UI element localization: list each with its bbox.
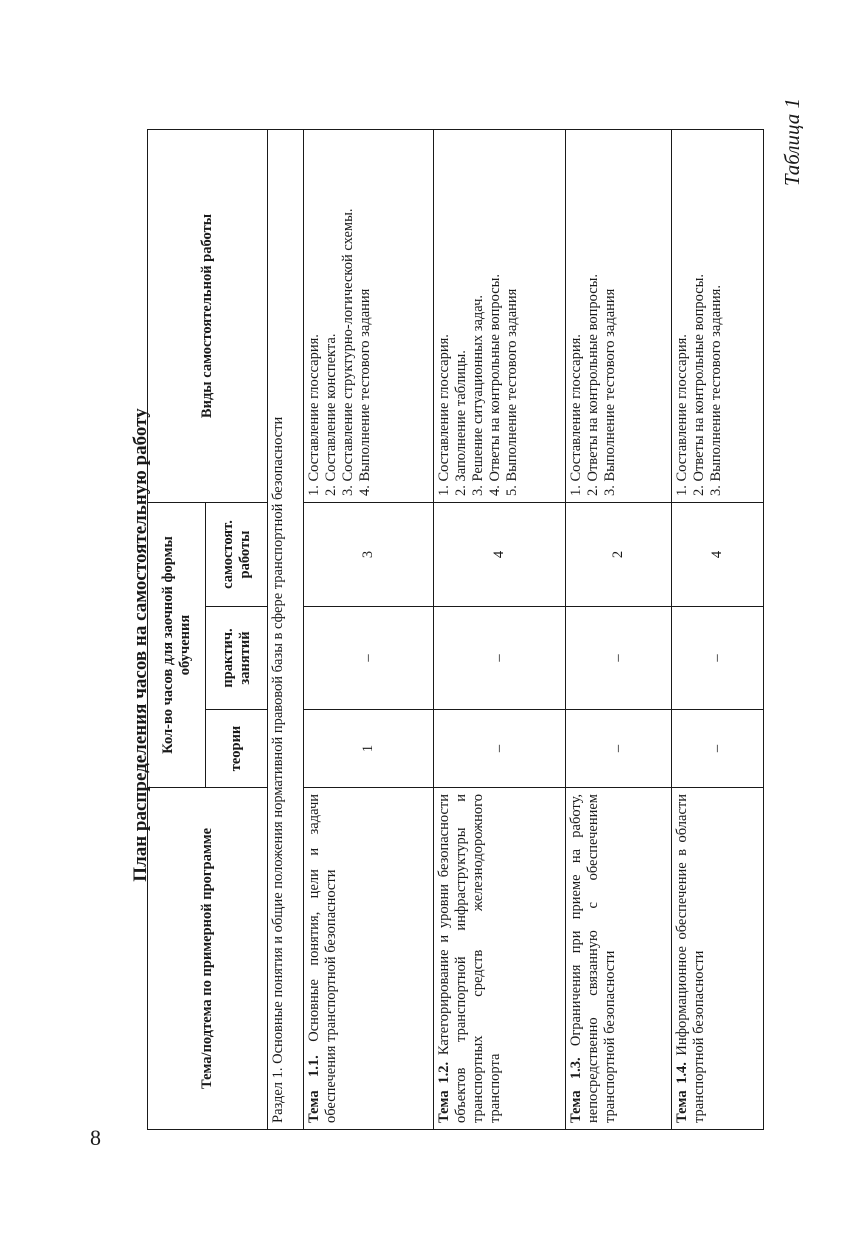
topic-text: Основные понятия, цели и задачи обеспечения транспортной безопасности	[306, 794, 339, 1123]
practice-hours: –	[434, 607, 566, 710]
theory-hours: –	[566, 710, 672, 788]
list-item: 1. Составление глоссария.	[306, 334, 322, 496]
practice-hours: –	[304, 607, 434, 710]
hours-plan-table	[147, 129, 764, 1130]
table-row	[672, 130, 764, 1130]
topic-name: Тема 1.2.	[436, 1061, 452, 1123]
list-item: 2. Составление конспекта.	[323, 333, 339, 496]
list-item: 3. Выполнение тестового задания.	[708, 285, 724, 496]
topic-cell	[672, 788, 764, 1130]
work-list	[674, 136, 725, 496]
list-item: 1. Составление глоссария.	[568, 334, 584, 496]
topic-cell	[434, 788, 566, 1130]
self-hours: 2	[566, 503, 672, 607]
self-hours: 3	[304, 503, 434, 607]
topic-text: Ограничения при приеме на работу, непосредственно связанную с обеспечением транспортной безопасности	[568, 794, 618, 1123]
section-row	[268, 130, 304, 1130]
list-item: 3. Выполнение тестового задания	[602, 288, 618, 496]
topic-text: Информационное обеспечение в области транспортной безопасности	[674, 794, 707, 1123]
topic-text: Категорирование и уровни безопасности объектов транспортной инфраструктуры и транспортных средств железнодорожного транспорта	[436, 793, 503, 1123]
header-hours-group: Кол-во часов для заочной формы обучения	[148, 503, 206, 788]
header-work-types: Виды самостоятельной работы	[148, 130, 268, 503]
table-row	[566, 130, 672, 1130]
topic-cell	[566, 788, 672, 1130]
table-row	[304, 130, 434, 1130]
header-row-1	[148, 130, 206, 1130]
theory-hours: –	[672, 710, 764, 788]
list-item: 1. Составление глоссария.	[674, 334, 690, 496]
page-number: 8	[90, 1125, 101, 1150]
table-title: План распределения часов на самостоятельную работу	[130, 408, 151, 882]
section-title: Раздел 1. Основные понятия и общие положения нормативной правовой базы в сфере транспортной безопасности	[268, 130, 304, 1130]
list-item: 2. Заполнение таблицы.	[453, 350, 469, 496]
theory-hours: 1	[304, 710, 434, 788]
header-theory: теории	[206, 710, 268, 788]
rotated-content	[100, 95, 804, 1145]
work-types-cell	[672, 130, 764, 503]
work-types-cell	[304, 130, 434, 503]
list-item: 1. Составление глоссария.	[436, 334, 452, 496]
table-row	[434, 130, 566, 1130]
header-topic: Тема/подтема по примерной программе	[148, 788, 268, 1130]
work-types-cell	[434, 130, 566, 503]
work-list	[306, 136, 374, 496]
header-self: самостоят. работы	[206, 503, 268, 607]
list-item: 3. Решение ситуационных задач.	[470, 294, 486, 496]
self-hours: 4	[434, 503, 566, 607]
list-item: 4. Выполнение тестового задания	[357, 288, 373, 496]
work-list	[436, 136, 521, 496]
topic-name: Тема 1.1.	[306, 1055, 322, 1123]
topic-cell	[304, 788, 434, 1130]
header-practice: практич. занятий	[206, 607, 268, 710]
list-item: 2. Ответы на контрольные вопросы.	[585, 273, 601, 496]
table-label: Таблица 1	[780, 98, 804, 187]
topic-name: Тема 1.4.	[674, 1062, 690, 1123]
list-item: 4. Ответы на контрольные вопросы.	[487, 273, 503, 496]
practice-hours: –	[672, 607, 764, 710]
list-item: 3. Составление структурно-логической схемы.	[340, 208, 356, 496]
list-item: 2. Ответы на контрольные вопросы.	[691, 273, 707, 496]
theory-hours: –	[434, 710, 566, 788]
practice-hours: –	[566, 607, 672, 710]
self-hours: 4	[672, 503, 764, 607]
topic-name: Тема 1.3.	[568, 1057, 584, 1123]
work-types-cell	[566, 130, 672, 503]
work-list	[568, 136, 619, 496]
list-item: 5. Выполнение тестового задания	[504, 288, 520, 496]
